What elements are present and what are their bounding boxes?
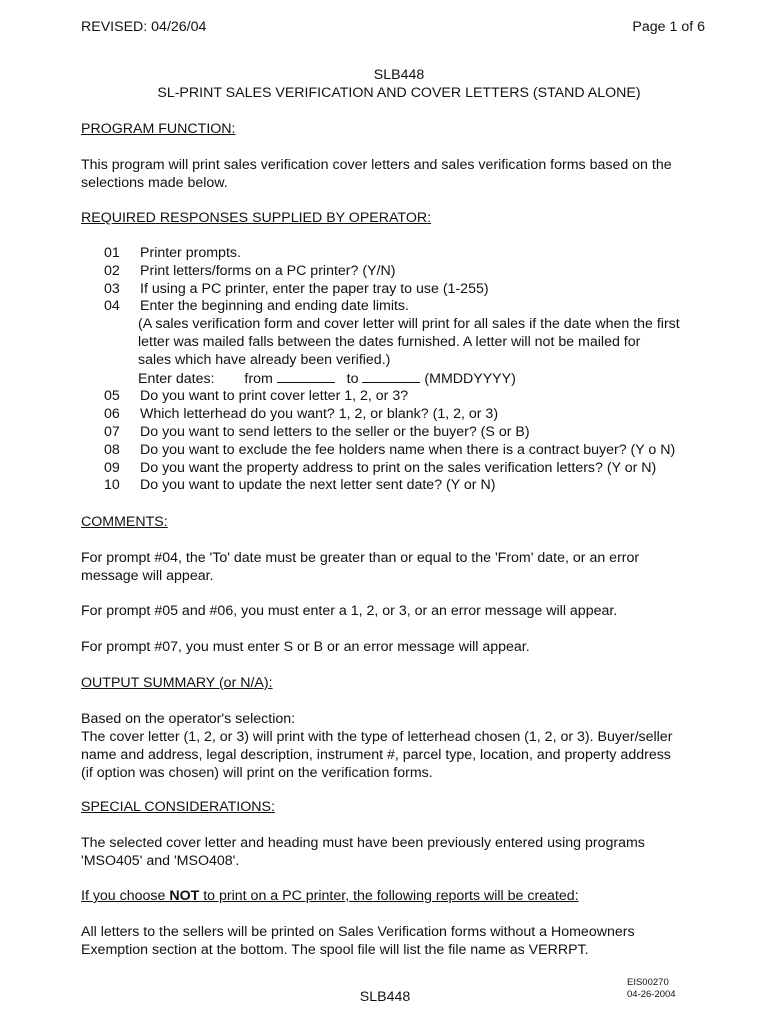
comments-heading: COMMENTS: (81, 514, 168, 530)
output-summary-heading: OUTPUT SUMMARY (or N/A): (81, 675, 273, 691)
comment-prompt-04: For prompt #04, the 'To' date must be greater than or equal to the 'From' date, or an error message will appear. (81, 550, 640, 584)
document-title (81, 66, 717, 102)
list-item: 07 Do you want to send letters to the seller or the buyer? (S or B) (104, 423, 530, 440)
program-function-heading: PROGRAM FUNCTION: (81, 121, 236, 137)
footer-code: EIS00270 04-26-2004 (627, 977, 676, 1000)
special-considerations-text: The selected cover letter and heading must have been previously entered using programs 'MSO405' and 'MSO408'. (81, 835, 645, 869)
footer-program-code: SLB448 (359, 989, 411, 1005)
date-limit-note: (A sales verification form and cover letter will print for all sales if the date when the first letter was mailed falls between the dates furnished. A letter will not be mailed for sales which have already been verified.) Enter dates: from to (MMDDYYYY) (104, 316, 724, 388)
pc-printer-subheading: If you choose NOT to print on a PC printer, the following reports will be created: (81, 888, 579, 904)
list-item: 08 Do you want to exclude the fee holders name when there is a contract buyer? (Y o N) (104, 441, 676, 458)
list-item: 09 Do you want the property address to print on the sales verification letters? (Y or N) (104, 459, 657, 476)
required-responses-heading: REQUIRED RESPONSES SUPPLIED BY OPERATOR: (81, 210, 432, 226)
special-considerations-heading: SPECIAL CONSIDERATIONS: (81, 799, 275, 815)
enter-dates-row: Enter dates: from to (MMDDYYYY) (138, 370, 516, 387)
comment-prompt-07: For prompt #07, you must enter S or B or an error message will appear. (81, 639, 530, 655)
program-function-text: This program will print sales verification cover letters and sales verification forms based on the selections made below. (81, 157, 672, 191)
verrpt-description: All letters to the sellers will be printed on Sales Verification forms without a Homeowners Exemption section at the bottom. The spool file will list the file name as VERRPT. (81, 924, 635, 958)
revised-date: REVISED: 04/26/04 (81, 19, 207, 35)
list-item: 06 Which letterhead do you want? 1, 2, or blank? (1, 2, or 3) (104, 406, 499, 423)
list-item: 02 Print letters/forms on a PC printer? (Y/N) (104, 262, 396, 279)
program-name: SL-PRINT SALES VERIFICATION AND COVER LETTERS (STAND ALONE) (157, 85, 641, 101)
list-item: 01 Printer prompts. (104, 245, 241, 261)
from-date-blank (277, 370, 335, 383)
page-number: Page 1 of 6 (632, 19, 705, 35)
list-item: 04 Enter the beginning and ending date limits. (104, 298, 409, 315)
required-responses-list (104, 245, 724, 495)
list-item: 05 Do you want to print cover letter 1, 2, or 3? (104, 388, 409, 405)
list-item: 03 If using a PC printer, enter the paper tray to use (1-255) (104, 280, 489, 297)
to-date-blank (362, 370, 420, 383)
comment-prompt-05-06: For prompt #05 and #06, you must enter a 1, 2, or 3, or an error message will appear. (81, 603, 618, 619)
list-item: 10 Do you want to update the next letter sent date? (Y or N) (104, 477, 496, 494)
program-code: SLB448 (373, 67, 425, 83)
output-summary-text: Based on the operator's selection: The cover letter (1, 2, or 3) will print with the type of letterhead chosen (1, 2, or 3). Buyer/seller name and address, legal description, instrument #, parcel type, location, and property address (if option was chosen) will print on the verification forms. (81, 711, 673, 781)
page-header (81, 19, 705, 37)
